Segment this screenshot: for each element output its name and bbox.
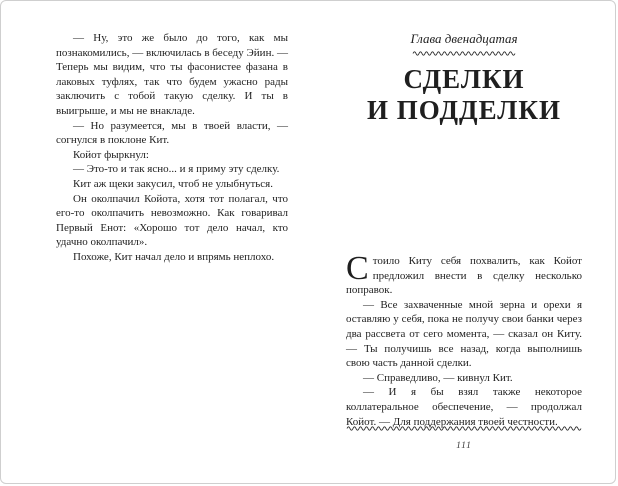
paragraph: Похоже, Кит начал дело и впрямь неплохо. xyxy=(73,250,275,263)
paragraph: — И я бы взял также некоторое коллатеральное обеспечение, — продолжал Койот. — Для поддержания твоей честности. xyxy=(346,386,582,428)
drop-cap: С xyxy=(346,250,369,287)
chapter-title-line: СДЕЛКИ xyxy=(403,64,525,94)
page-number: 111 xyxy=(456,441,472,451)
paragraph: — Но разумеется, мы в твоей власти, — согнулся в поклоне Кит. xyxy=(56,119,288,147)
paragraph: Он околпачил Койота, хотя тот полагал, что его-то околпачить невозможно. Как говаривал Первый Енот: «Хорошо тот дело начал, кто удачно околпачил». xyxy=(56,192,288,249)
paragraph: — Справедливо, — кивнул Кит. xyxy=(363,371,513,384)
paragraph-text: тоило Киту себя похвалить, как Койот предложил внести в сделку несколько поправок. xyxy=(346,255,582,297)
chapter-title xyxy=(346,64,582,126)
right-page xyxy=(346,31,582,429)
chapter-body xyxy=(346,250,582,429)
chapter-header xyxy=(346,31,582,126)
paragraph xyxy=(346,250,582,298)
chapter-label: Глава двенадцатая xyxy=(410,31,518,46)
page-footer xyxy=(346,424,582,451)
paragraph: — Это-то и так ясно... и я приму эту сделку. xyxy=(73,163,280,176)
left-page xyxy=(56,31,288,265)
paragraph: Койот фыркнул: xyxy=(73,148,149,161)
paragraph: Кит аж щеки закусил, чтоб не улыбнуться. xyxy=(73,177,273,190)
decorative-squiggle-icon xyxy=(412,49,516,57)
paragraph: — Ну, это же было до того, как мы познакомились, — включилась в беседу Эйин. — Теперь мы видим, что ты фасонистее фазана в лаковых туфлях, так что будем ужасно рады заключить с тобой такую сделку. И ты в выигрыше, и мы не внакладе. xyxy=(56,32,288,117)
chapter-title-line: И ПОДДЕЛКИ xyxy=(367,95,561,125)
decorative-squiggle-icon xyxy=(346,424,582,432)
paragraph: — Все захваченные мной зерна и орехи я оставляю у себя, пока не получу свои банки через два рассвета от сего момента, — сказал он Киту. — Ты получишь все назад, когда выполнишь свою часть данной сделки. xyxy=(346,298,582,370)
